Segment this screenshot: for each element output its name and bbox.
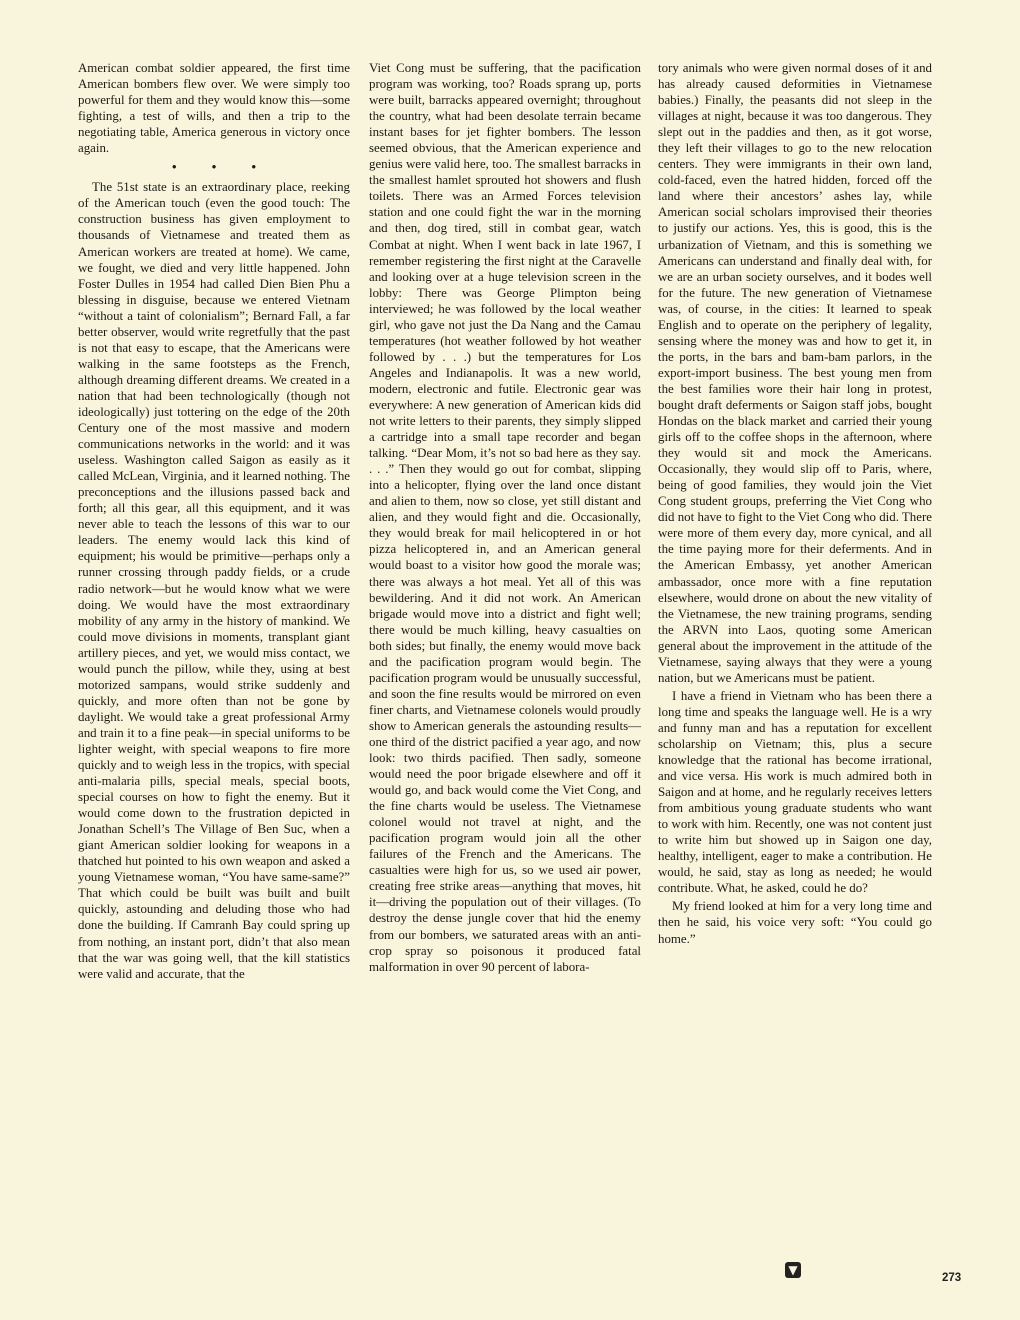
section-separator: • • • bbox=[172, 160, 272, 175]
article-column-1 bbox=[78, 60, 350, 982]
page-number: 273 bbox=[942, 1272, 962, 1284]
paragraph: American combat soldier appeared, the first time American bombers flew over. We were simply too powerful for them and they would know this—some fighting, a test of wills, and then a trip to the negotiating table, America generous in victory once again. bbox=[78, 61, 350, 156]
paragraph: My friend looked at him for a very long time and then he said, his voice very soft: “You could go home.” bbox=[658, 899, 932, 946]
paragraph: tory animals who were given normal doses of it and has already caused deformities in Vietnamese babies.) Finally, the peasants did not sleep in the villages at night, because it was too dangerous. They slept out in the paddies and then, as it got worse, they left their villages to go to the new relocation centers. They were immigrants in their own land, cold-faced, even the hatred hidden, forced off the land where their ancestors’ ashes lay, while American social scholars improvised their theories to justify our actions. Yes, this is good, this is the urbanization of Vietnam, and this is something we Americans can understand and finally deal with, for we are an urban society ourselves, and it bodes well for the future. The new generation of Vietnamese was, of course, in the cities: It learned to speak English and to operate on the periphery of legality, sensing where the money was and how to get it, in the ports, in the bars and bam-bam parlors, in the export-import business. The best young men from the best families wore their hair long in protest, bought draft deferments or Saigon staff jobs, bought Hondas on the black market and carried their young girls off to the coffee shops in the afternoon, where they would sit and mock the Americans. Occasionally, they would slip off to Paris, where, being of good families, they would join the Viet Cong student groups, preferring the Viet Cong who did not have to fight to the Viet Cong who did. There were more of them every day, more cynical, and all the time paying more for their deferments. And in the American Embassy, yet another American ambassador, once more with a fine reputation elsewhere, would drone on about the new vitality of the Vietnamese, the new training programs, sending the ARVN into Laos, quoting some American general about the improvement in the attitude of the Vietnamese, saying always that they were a young nation, but we Americans must be patient. bbox=[658, 61, 932, 685]
paragraph: Viet Cong must be suffering, that the pacification program was working, too? Roads sprang up, ports were built, barracks appeared overnight; throughout the country, what had been desolate terrain became instant bases for jet fighter bombers. The lesson seemed obvious, that the American experience and genius were valid here, too. The smallest barracks in the smallest hamlet sprouted hot showers and flush toilets. There was an Armed Forces television station and one could fight the war in the morning and then, dog tired, still in combat gear, watch Combat at night. When I went back in late 1967, I remember registering the first night at the Caravelle and looking over at a huge television screen in the lobby: There was George Plimpton being interviewed; he was followed by the local weather girl, who gave not just the Da Nang and the Camau temperatures (hot weather followed by hot weather followed by . . .) but the temperatures for Los Angeles and Indianapolis. It was a new world, modern, electronic and futile. Electronic gear was everywhere: A new generation of American kids did not write letters to their parents, they simply slipped a cartridge into a small tape recorder and began talking. “Dear Mom, it’s not so bad here as they say. . . .” Then they would go out for combat, slipping into a helicopter, flying over the land once distant and alien to them, now so close, yet still distant and alien, and they would fight and die. Occasionally, they would break for mail helicoptered in or hot pizza helicoptered in, and an American general would boast to a visitor how good the morale was; there was always a hot meal. Yet all of this was bewildering. And it did not work. An American brigade would move into a district and fight well; there would be much killing, heavy casualties on both sides; but finally, the enemy would move back and the pacification program would begin. The pacification program would be unusually successful, and soon the fine results would be mirrored on even finer charts, and Vietnamese colonels would proudly show to American generals the astounding results—one third of the district pacified a year ago, and now look: two thirds pacified. Then sadly, someone would need the poor brigade elsewhere and off it would go, and back would come the Viet Cong, and the fine charts would be useless. The Vietnamese colonel would not travel at night, and the pacification program would join all the other failures of the French and the Americans. The casualties were high for us, so we used air power, creating free strike areas—anything that moves, hit it—driving the population out of their villages. (To destroy the dense jungle cover that hid the enemy from our bombers, we saturated areas with an anti-crop spray so poisonous it produced fatal malformation in over 90 percent of labora- bbox=[369, 61, 641, 974]
article-column-3 bbox=[658, 60, 932, 947]
paragraph: I have a friend in Vietnam who has been there a long time and speaks the language well. He is a wry and funny man and has a reputation for excellent scholarship on Vietnam; this, plus a secure knowledge that the rational has become irrational, and vice versa. His work is much admired both in Saigon and at home, and he regularly receives letters from ambitious young graduate students who want to work with him. Recently, one was not content just to write him but showed up in Saigon one day, healthy, intelligent, eager to make a contribution. He would, he said, stay as long as needed; he would contribute. What, he asked, could he do? bbox=[658, 688, 932, 896]
rabbit-head-logo-icon: ▼ bbox=[785, 1262, 801, 1278]
article-column-2 bbox=[369, 60, 641, 975]
paragraph: The 51st state is an extraordinary place, reeking of the American touch (even the good touch: The construction business has given employment to thousands of Vietnamese and treated them as American workers are treated at home). We came, we fought, we died and very little happened. John Foster Dulles in 1954 had called Dien Bien Phu a blessing in disguise, because we entered Vietnam “without a taint of colonialism”; Bernard Fall, a far better observer, would write regretfully that the past is not that easy to escape, that the Americans were walking in the same footsteps as the French, although dreaming different dreams. We created in a nation that had been technologically (though not ideologically) just tottering on the edge of the 20th Century one of the most massive and modern communications networks in the world: and it was useless. Washington called Saigon as easily as it called McLean, Virginia, and it learned nothing. The preconceptions and the illusions passed back and forth; all this gear, all this equipment, and it was never able to teach the lessons of this war to our leaders. The enemy would lack this kind of equipment; his would be primitive—perhaps only a runner crossing through paddy fields, or a crude radio network—but he would know what we were doing. We would have the most extraordinary mobility of any army in the history of mankind. We could move divisions in moments, transplant giant artillery pieces, and yet, we would miss contact, we would punch the pillow, while they, using at best motorized sampans, would strike suddenly and quickly, and more often than not be gone by daylight. We would take a great professional Army and train it to a fine peak—in special uniforms to be lighter weight, with special weapons to fire more quickly and to weigh less in the tropics, with special anti-malaria pills, special meals, special boots, special courses on how to fight the enemy. But it would come down to the frustration depicted in Jonathan Schell’s The Village of Ben Suc, when a giant American soldier looking for weapons in a thatched hut pointed to his own weapon and asked a young Vietnamese woman, “You have same-same?” That which could be built was built and built quickly, astounding and deluding those who had done the building. If Camranh Bay could spring up from nothing, an instant port, didn’t that also mean that the war was going well, that the kill statistics were valid and accurate, that the bbox=[78, 180, 350, 981]
